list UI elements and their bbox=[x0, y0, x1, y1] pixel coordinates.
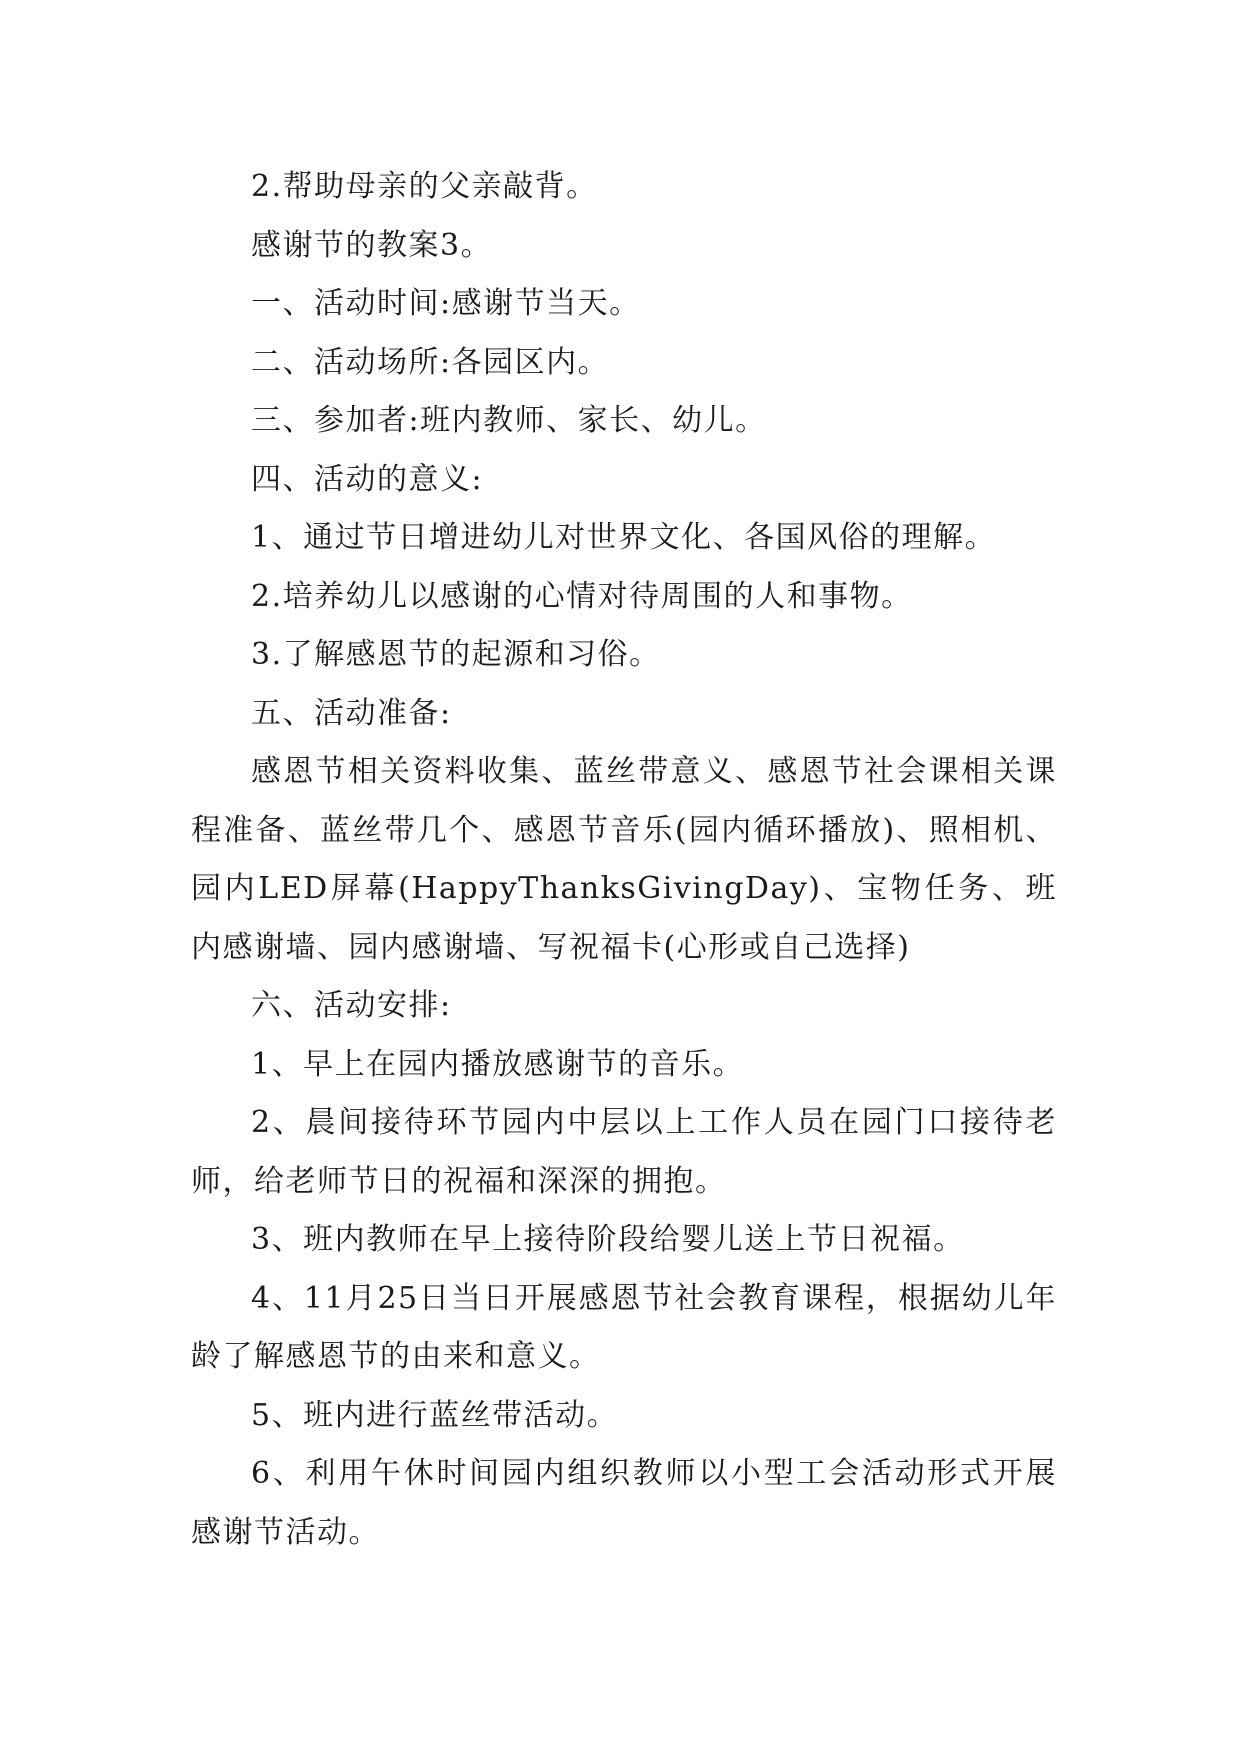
paragraph: 2.帮助母亲的父亲敲背。 bbox=[251, 169, 598, 204]
paragraph: 六、活动安排: bbox=[251, 988, 452, 1023]
paragraph: 6、利用午休时间园内组织教师以小型工会活动形式开展感谢节活动。 bbox=[191, 1456, 1057, 1550]
paragraph: 2、晨间接待环节园内中层以上工作人员在园门口接待老师，给老师节日的祝福和深深的拥抱。 bbox=[191, 1105, 1057, 1199]
paragraph: 3.了解感恩节的起源和习俗。 bbox=[251, 637, 661, 672]
paragraph: 4、11月25日当日开展感恩节社会教育课程，根据幼儿年龄了解感恩节的由来和意义。 bbox=[191, 1280, 1057, 1374]
paragraph: 二、活动场所:各园区内。 bbox=[251, 344, 610, 380]
paragraph: 三、参加者:班内教师、家长、幼儿。 bbox=[251, 403, 767, 438]
paragraph: 一、活动时间:感谢节当天。 bbox=[251, 286, 641, 321]
paragraph: 1、通过节日增进幼儿对世界文化、各国风俗的理解。 bbox=[251, 520, 997, 555]
paragraph: 感恩节相关资料收集、蓝丝带意义、感恩节社会课相关课程准备、蓝丝带几个、感恩节音乐(园内循环播放)、照相机、园内LED屏幕(HappyThanksGivingDay)、宝物任务、班内感谢墙、园内感谢墙、写祝福卡(心形或自己选择) bbox=[191, 754, 1057, 965]
paragraph: 四、活动的意义: bbox=[251, 461, 484, 497]
paragraph: 五、活动准备: bbox=[251, 695, 452, 731]
paragraph: 5、班内进行蓝丝带活动。 bbox=[251, 1397, 619, 1433]
paragraph: 2.培养幼儿以感谢的心情对待周围的人和事物。 bbox=[251, 578, 913, 614]
paragraph: 1、早上在园内播放感谢节的音乐。 bbox=[251, 1046, 745, 1082]
paragraph: 3、班内教师在早上接待阶段给婴儿送上节日祝福。 bbox=[251, 1222, 965, 1257]
paragraph: 感谢节的教案3。 bbox=[251, 227, 493, 263]
document-body bbox=[191, 158, 1057, 1562]
